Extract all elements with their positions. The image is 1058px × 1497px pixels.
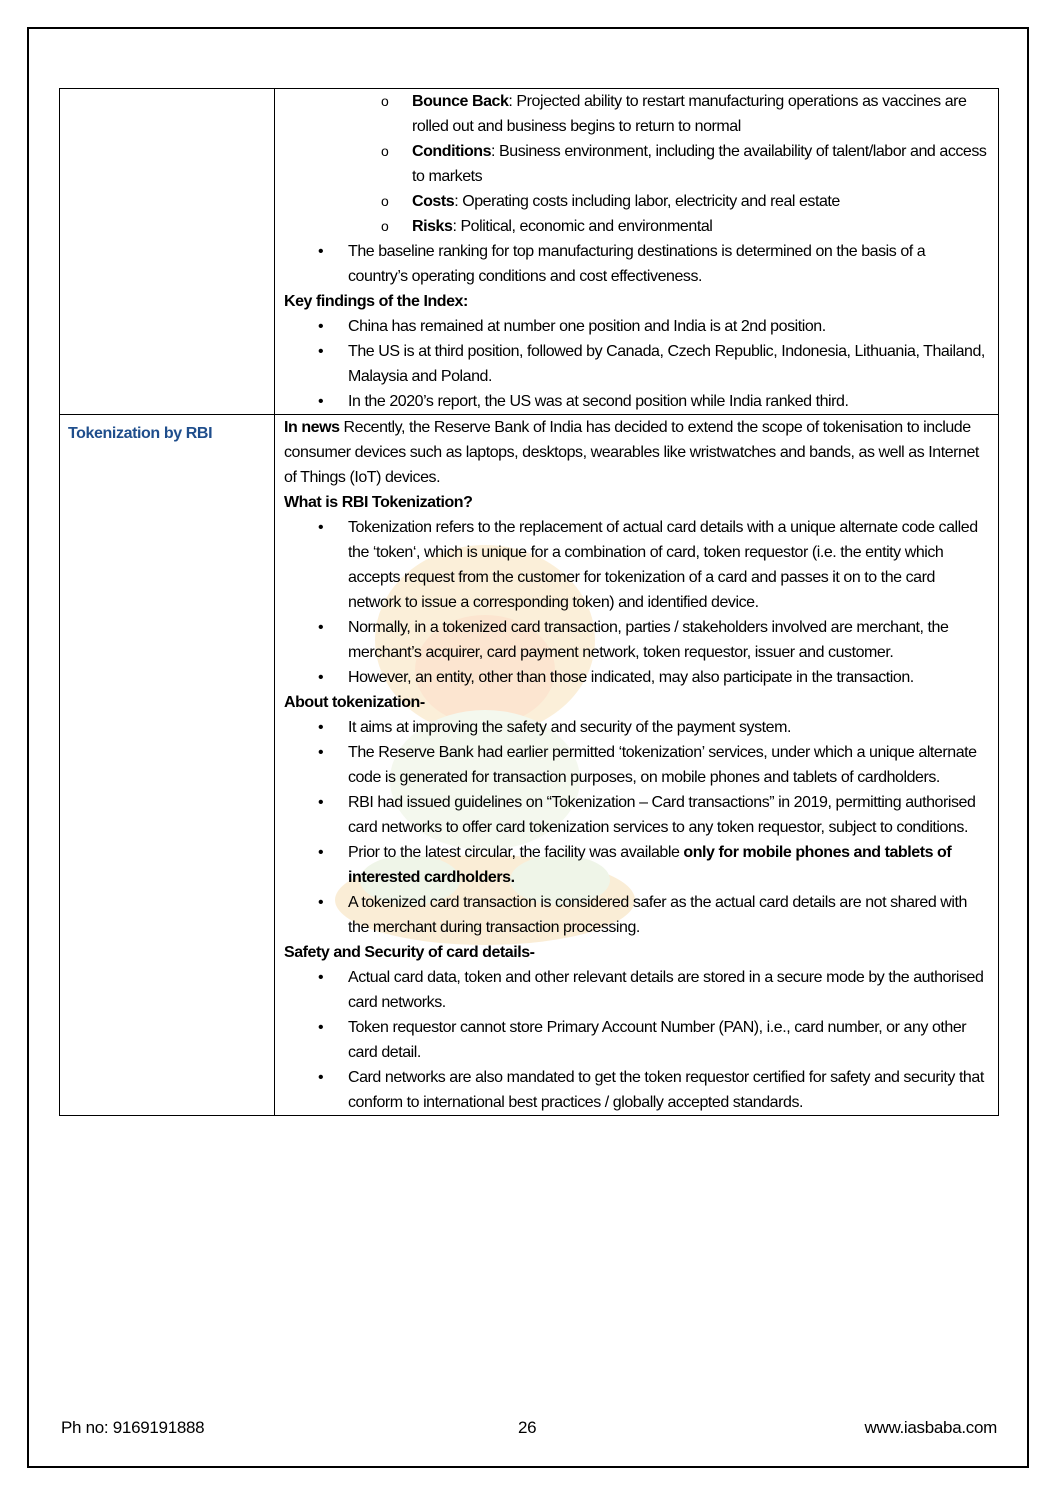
item-text: In the 2020’s report, the US was at second position while India ranked third. [348,393,849,410]
item-text: China has remained at number one position and India is at 2nd position. [348,318,826,335]
item-text: Token requestor cannot store Primary Account Number (PAN), i.e., card number, or any other card detail. [348,1019,967,1061]
bullet-icon: • [318,1019,324,1036]
intro-text: Recently, the Reserve Bank of India has decided to extend the scope of tokenisation to include consumer devices such as laptops, desktops, wearables like wristwatches and bands, as well as Internet of Things (IoT) devices. [284,419,979,486]
list-item [284,790,988,840]
item-text: Tokenization refers to the replacement of actual card details with a unique alternate code called the ‘token‘, which is unique for a combination of card, token requestor (i.e. the entity which accepts request from the customer for tokenization of a card and passes it on to the card network to issue a corresponding token) and identified device. [348,519,978,611]
in-news-label: In news [284,419,340,436]
list-item [284,665,988,690]
item-text: : Operating costs including labor, electricity and real estate [454,193,840,210]
sub-bullet-icon: o [381,143,389,159]
table-row [60,89,999,415]
bullet-icon: • [318,318,324,335]
bullet-icon: • [318,519,324,536]
list-item [284,740,988,790]
bullet-icon: • [318,844,324,861]
list-item [284,515,988,615]
list-item [284,1015,988,1065]
item-text: The US is at third position, followed by Canada, Czech Republic, Indonesia, Lithuania, Thailand, Malaysia and Poland. [348,343,985,385]
list-item [284,239,988,289]
footer-website[interactable]: www.iasbaba.com [864,1418,997,1437]
bullet-icon: • [318,794,324,811]
bullet-icon: • [318,744,324,761]
list-item [284,965,988,1015]
item-term: Risks [412,218,453,235]
page-number: 26 [518,1418,537,1437]
item-text: : Political, economic and environmental [452,218,713,235]
sub-bullet-icon: o [381,93,389,109]
item-text: A tokenized card transaction is considered safer as the actual card details are not shared with the merchant during transaction processing. [348,894,967,936]
list-item [284,389,988,414]
bullet-icon: • [318,1069,324,1086]
bullet-icon: • [318,393,324,410]
content-cell [275,415,999,1116]
item-text: Actual card data, token and other relevant details are stored in a secure mode by the authorised card networks. [348,969,984,1011]
item-term: Costs [412,193,455,210]
topic-cell [60,415,275,1116]
list-item [284,214,988,239]
list-item [284,890,988,940]
section-heading: Safety and Security of card details- [284,944,535,961]
bullet-icon: • [318,894,324,911]
bullet-icon: • [318,343,324,360]
list-item [284,314,988,339]
table-row [60,415,999,1116]
item-text: : Business environment, including the availability of talent/labor and access to markets [412,143,987,185]
list-item [284,339,988,389]
item-emphasis: only for mobile phones and tablets of interested cardholders. [348,844,952,886]
section-heading: About tokenization- [284,694,425,711]
item-term: Bounce Back [412,93,509,110]
sub-bullet-icon: o [381,218,389,234]
bullet-icon: • [318,669,324,686]
list-item [284,89,988,139]
bullet-icon: • [318,243,324,260]
sub-bullet-icon: o [381,193,389,209]
item-text: Normally, in a tokenized card transaction, parties / stakeholders involved are merchant, the merchant’s acquirer, card payment network, token requestor, issuer and customer. [348,619,949,661]
item-text: The baseline ranking for top manufacturing destinations is determined on the basis of a country’s operating conditions and cost effectiveness. [348,243,926,285]
list-item [284,840,988,890]
list-item [284,715,988,740]
section-heading: What is RBI Tokenization? [284,494,473,511]
list-item [284,189,988,214]
item-term: Conditions [412,143,492,160]
item-text: RBI had issued guidelines on “Tokenization – Card transactions” in 2019, permitting authorised card networks to offer card tokenization services to any token requestor, subject to conditions. [348,794,976,836]
topic-cell [60,89,275,415]
bullet-icon: • [318,619,324,636]
item-text: It aims at improving the safety and security of the payment system. [348,719,791,736]
list-item [284,615,988,665]
section-heading: Key findings of the Index: [284,293,468,310]
item-text: However, an entity, other than those indicated, may also participate in the transaction. [348,669,914,686]
list-item [284,139,988,189]
item-text: Card networks are also mandated to get the token requestor certified for safety and security that conform to international best practices / globally accepted standards. [348,1069,984,1111]
item-text: The Reserve Bank had earlier permitted ‘tokenization’ services, under which a unique alternate code is generated for transaction purposes, on mobile phones and tablets of cardholders. [348,744,977,786]
footer-phone: Ph no: 9169191888 [61,1418,205,1437]
item-text: : Projected ability to restart manufacturing operations as vaccines are rolled out and business begins to return to normal [412,93,967,135]
topic-title: Tokenization by RBI [68,425,213,442]
bullet-icon: • [318,969,324,986]
bullet-icon: • [318,719,324,736]
list-item [284,1065,988,1115]
content-table [59,88,999,1116]
item-text: Prior to the latest circular, the facility was available [348,844,684,861]
content-cell [275,89,999,415]
